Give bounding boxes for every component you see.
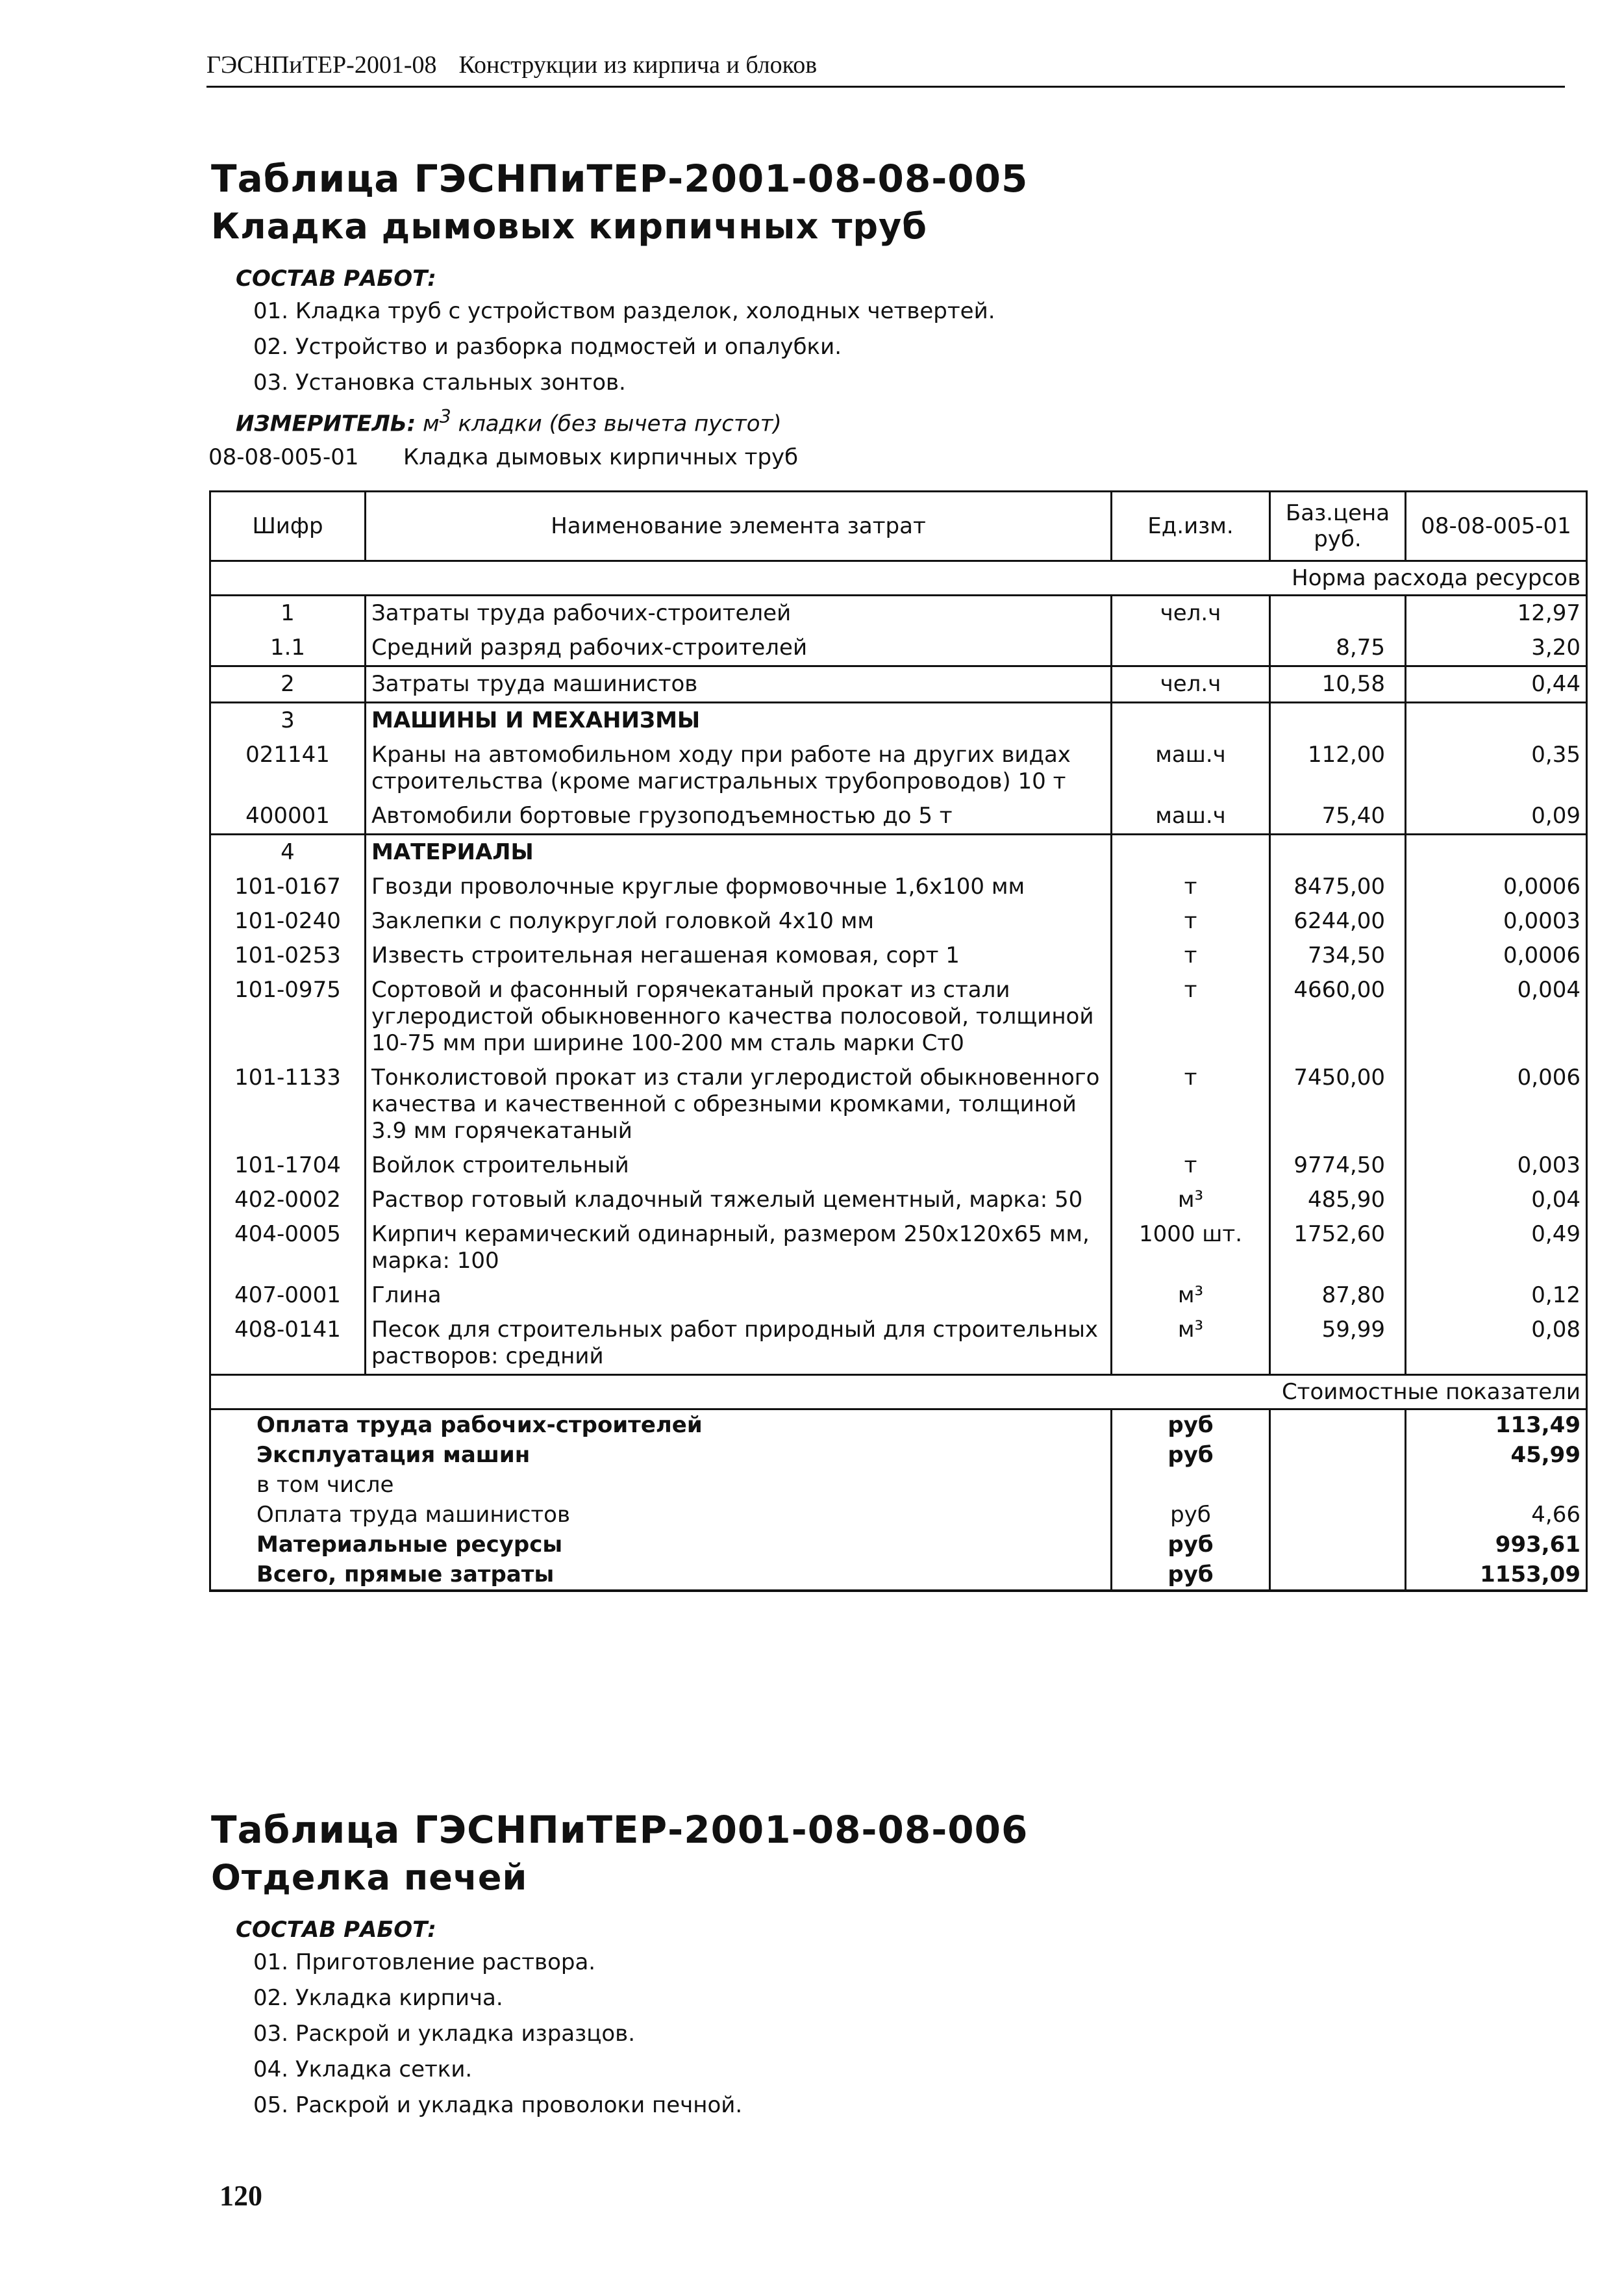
row-name: МАШИНЫ И МЕХАНИЗМЫ [366,703,1112,739]
row-code: 101-0253 [234,942,341,968]
row-code: 2 [210,666,366,703]
cost-value: 4,66 [1406,1500,1587,1530]
row-price: 734,50 [1270,939,1406,973]
row-unit [1112,631,1270,666]
row-name: Затраты труда машинистов [366,666,1112,703]
row-norm [1406,835,1587,870]
row-norm: 0,12 [1406,1278,1587,1313]
table-row [210,939,1587,973]
row-norm: 3,20 [1406,631,1587,666]
row-name: Кирпич керамический одинарный, размером 250х120х65 мм, марка: 100 [366,1217,1112,1278]
row-norm: 0,35 [1406,738,1587,799]
row-unit: маш.ч [1112,799,1270,835]
table2-title: Таблица ГЭСНПиТЕР-2001-08-08-006 [211,1808,1029,1852]
cost-name: в том числе [256,1472,394,1498]
cost-name: Эксплуатация машин [256,1442,531,1468]
table-row [210,703,1587,739]
row-code: 407-0001 [234,1282,341,1308]
row-code: 021141 [245,742,330,768]
meter-unit-sup: 3 [439,406,451,427]
table-row [210,904,1587,939]
table-row [210,1217,1587,1278]
row-code: 3 [210,703,366,739]
table2-subtitle: Отделка печей [211,1857,528,1898]
meter-label: ИЗМЕРИТЕЛЬ: [236,411,416,437]
table1-works-label: СОСТАВ РАБОТ: [236,266,436,292]
table1-code: 08-08-005-01 [208,444,359,471]
cost-price [1270,1470,1406,1500]
row-name: Песок для строительных работ природный для строительных растворов: средний [366,1313,1112,1375]
row-code: 408-0141 [234,1317,341,1343]
row-norm: 0,04 [1406,1183,1587,1217]
row-price: 10,58 [1270,666,1406,703]
running-header-code: ГЭСНПиТЕР-2001-08 [206,51,437,79]
row-name: Краны на автомобильном ходу при работе на других видах строительства (кроме магистральных трубопроводов) 10 т [366,738,1112,799]
table1-subtitle: Кладка дымовых кирпичных труб [211,206,927,247]
row-code: 400001 [245,803,330,829]
row-norm: 0,08 [1406,1313,1587,1375]
row-norm: 0,0006 [1406,939,1587,973]
row-name: Тонколистовой прокат из стали углеродистой обыкновенного качества и качественной с обрезными кромками, толщиной 3.9 мм горячекатаный [366,1061,1112,1148]
cost-name: Всего, прямые затраты [210,1560,1112,1591]
cost-row [210,1500,1587,1530]
cost-row [210,1409,1587,1441]
cost-value: 993,61 [1406,1530,1587,1560]
row-price: 87,80 [1270,1278,1406,1313]
row-name: Известь строительная негашеная комовая, сорт 1 [366,939,1112,973]
row-unit: чел.ч [1112,596,1270,631]
row-price: 8475,00 [1270,870,1406,904]
row-code: 101-1133 [234,1065,341,1091]
cost-row [210,1560,1587,1591]
table1-work-item: 03. Установка стальных зонтов. [253,370,626,396]
row-code: 1.1 [269,635,306,661]
row-unit [1112,703,1270,739]
table2-work-item: 04. Укладка сетки. [253,2056,473,2082]
table-row [210,596,1587,631]
page-number: 120 [219,2180,262,2212]
row-name: МАТЕРИАЛЫ [366,835,1112,870]
meter-text: кладки (без вычета пустот) [458,411,782,437]
row-price: 1752,60 [1270,1217,1406,1278]
col-header-code: Шифр [210,492,366,561]
row-code: 404-0005 [234,1221,341,1247]
table1-code-name: Кладка дымовых кирпичных труб [403,444,799,471]
table-row [210,1278,1587,1313]
table-row [210,973,1587,1061]
table2-intro [211,1806,1028,2123]
table-row [210,631,1587,666]
row-unit: т [1112,870,1270,904]
row-code: 101-0167 [234,874,341,900]
cost-name: Оплата труда машинистов [256,1502,571,1528]
cost-price [1270,1530,1406,1560]
cost-price [1270,1409,1406,1441]
col-header-name: Наименование элемента затрат [366,492,1112,561]
row-code: 101-0240 [234,908,341,934]
row-unit [1112,835,1270,870]
cost-name: Оплата труда рабочих-строителей [256,1412,703,1438]
row-name: Войлок строительный [366,1148,1112,1183]
row-price: 7450,00 [1270,1061,1406,1148]
row-price: 112,00 [1270,738,1406,799]
row-price [1270,596,1406,631]
running-header-title: Конструкции из кирпича и блоков [458,51,818,79]
row-price: 485,90 [1270,1183,1406,1217]
table-row [210,1061,1587,1148]
cost-unit: руб [1112,1500,1270,1530]
row-norm: 0,09 [1406,799,1587,835]
row-norm: 0,0006 [1406,870,1587,904]
row-norm: 12,97 [1406,596,1587,631]
norm-caption-row [210,561,1587,596]
cost-caption: Стоимостные показатели [210,1375,1587,1409]
row-unit: т [1112,1061,1270,1148]
row-price [1270,703,1406,739]
row-name: Раствор готовый кладочный тяжелый цементный, марка: 50 [366,1183,1112,1217]
row-code: 402-0002 [234,1187,341,1213]
cost-row [210,1470,1587,1500]
row-price: 4660,00 [1270,973,1406,1061]
row-unit: м³ [1112,1278,1270,1313]
cost-row [210,1440,1587,1470]
row-unit: м³ [1112,1183,1270,1217]
cost-name: Материальные ресурсы [256,1532,563,1558]
row-unit: 1000 шт. [1112,1217,1270,1278]
row-norm: 0,0003 [1406,904,1587,939]
row-name: Затраты труда рабочих-строителей [366,596,1112,631]
row-name: Глина [366,1278,1112,1313]
row-norm: 0,003 [1406,1148,1587,1183]
cost-caption-row [210,1375,1587,1409]
col-header-norm: 08-08-005-01 [1406,492,1587,561]
table1-work-item: 02. Устройство и разборка подмостей и опалубки. [253,334,842,360]
table1-work-item: 01. Кладка труб с устройством разделок, холодных четвертей. [253,298,995,324]
cost-value: 113,49 [1406,1409,1587,1441]
cost-row [210,1530,1587,1560]
row-unit: маш.ч [1112,738,1270,799]
row-unit: т [1112,1148,1270,1183]
table1-meter [236,401,1028,440]
row-norm: 0,49 [1406,1217,1587,1278]
table-row [210,870,1587,904]
cost-value [1406,1470,1587,1500]
row-unit: т [1112,939,1270,973]
table-row [210,1148,1587,1183]
row-name: Гвозди проволочные круглые формовочные 1,6х100 мм [366,870,1112,904]
row-name: Средний разряд рабочих-строителей [366,631,1112,666]
table1-code-line [208,440,1028,475]
cost-value: 1153,09 [1406,1560,1587,1591]
norms-header-row [210,492,1587,561]
row-code: 101-1704 [234,1152,341,1178]
running-header [206,45,1565,88]
table-row [210,1183,1587,1217]
table1-intro [208,155,1029,475]
table-row [210,835,1587,870]
row-norm: 0,44 [1406,666,1587,703]
norms-table [209,490,1588,1592]
cost-unit: руб [1112,1440,1270,1470]
row-code: 1 [281,600,295,626]
col-header-unit: Ед.изм. [1112,492,1270,561]
cost-price [1270,1500,1406,1530]
row-price [1270,835,1406,870]
row-price: 59,99 [1270,1313,1406,1375]
col-header-price: Баз.цена руб. [1270,492,1406,561]
row-norm [1406,703,1587,739]
cost-unit: руб [1112,1530,1270,1560]
table-row [210,799,1587,835]
cost-unit: руб [1112,1409,1270,1441]
row-price: 75,40 [1270,799,1406,835]
cost-unit [1112,1470,1270,1500]
row-unit: м³ [1112,1313,1270,1375]
row-code: 4 [210,835,366,870]
row-name: Автомобили бортовые грузоподъемностью до 5 т [366,799,1112,835]
row-norm: 0,006 [1406,1061,1587,1148]
table-row [210,738,1587,799]
row-name: Сортовой и фасонный горячекатаный прокат из стали углеродистой обыкновенного качества полосовой, толщиной 10-75 мм при ширине 100-200 мм сталь марки Ст0 [366,973,1112,1061]
table2-work-item: 02. Укладка кирпича. [253,1985,503,2011]
row-unit: т [1112,904,1270,939]
meter-unit: м [423,411,440,437]
row-norm: 0,004 [1406,973,1587,1061]
table2-work-item: 01. Приготовление раствора. [253,1949,596,1975]
row-price: 9774,50 [1270,1148,1406,1183]
table1-title: Таблица ГЭСНПиТЕР-2001-08-08-005 [211,157,1029,201]
cost-value: 45,99 [1406,1440,1587,1470]
row-unit: т [1112,973,1270,1061]
table2-work-item: 05. Раскрой и укладка проволоки печной. [253,2092,743,2118]
row-price: 6244,00 [1270,904,1406,939]
cost-unit: руб [1112,1560,1270,1591]
table-row [210,666,1587,703]
row-name: Заклепки с полукруглой головкой 4х10 мм [366,904,1112,939]
row-price: 8,75 [1270,631,1406,666]
cost-price [1270,1560,1406,1591]
table2-work-item: 03. Раскрой и укладка изразцов. [253,2021,636,2047]
norm-caption: Норма расхода ресурсов [210,561,1587,596]
cost-price [1270,1440,1406,1470]
row-unit: чел.ч [1112,666,1270,703]
row-code: 101-0975 [234,977,341,1003]
table-row [210,1313,1587,1375]
table2-works-label: СОСТАВ РАБОТ: [236,1917,436,1943]
